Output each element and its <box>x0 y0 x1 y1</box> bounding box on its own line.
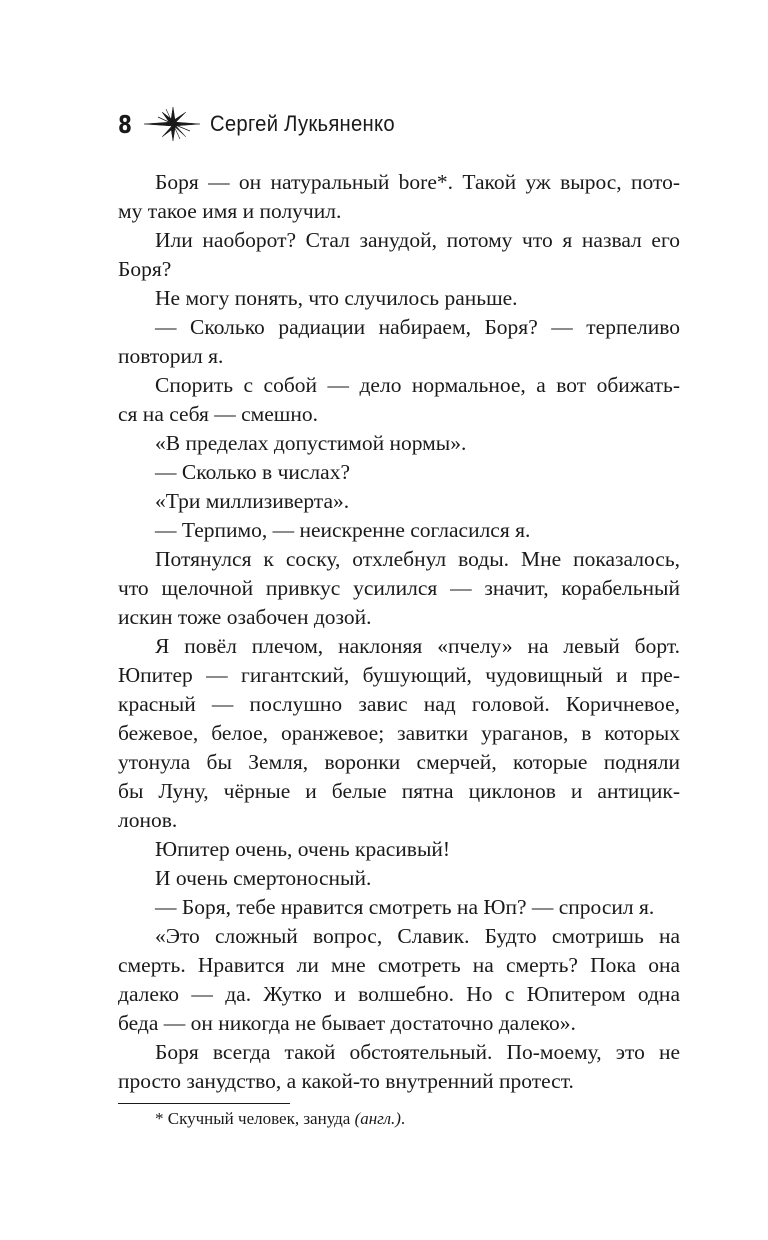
text-line: Юпитер — гигантский, бушующий, чудовищный и пре- <box>118 663 680 687</box>
text-line: беда — он никогда не бывает достаточно далеко». <box>118 1011 576 1035</box>
body-text <box>118 168 680 1096</box>
text-line: Боря всегда такой обстоятельный. По-моему, это не <box>155 1040 680 1064</box>
text-line: — Терпимо, — неискренне согласился я. <box>155 518 531 542</box>
paragraph <box>118 429 680 458</box>
text-line: ся на себя — смешно. <box>118 402 318 426</box>
text-line: му такое имя и получил. <box>118 199 342 223</box>
paragraph <box>118 893 680 922</box>
footnote-tail: . <box>400 1109 406 1128</box>
paragraph <box>118 284 680 313</box>
text-line: Потянулся к соску, отхлебнул воды. Мне показалось, <box>155 547 680 571</box>
text-line: Юпитер очень, очень красивый! <box>155 837 451 861</box>
text-line: что щелочной привкус усилился — значит, корабельный <box>118 576 680 600</box>
footnote-rule <box>118 1103 290 1104</box>
paragraph <box>118 168 680 226</box>
text-line: просто занудство, а какой-то внутренний протест. <box>118 1069 574 1093</box>
paragraph <box>118 487 680 516</box>
compass-star-icon <box>144 107 202 141</box>
paragraph <box>118 835 680 864</box>
running-header <box>118 104 411 144</box>
author-name: Сергей Лукьяненко <box>210 111 395 136</box>
text-line: искин тоже озабочен дозой. <box>118 605 372 629</box>
text-line: Боря — он натуральный bore*. Такой уж вырос, пото- <box>155 170 680 194</box>
footnote-text: * Скучный человек, зануда <box>155 1109 355 1128</box>
paragraph <box>118 864 680 893</box>
text-line: Или наоборот? Стал занудой, потому что я назвал его <box>155 228 680 252</box>
text-line: бежевое, белое, оранжевое; завитки ураганов, в которых <box>118 721 680 745</box>
paragraph <box>118 516 680 545</box>
text-line: Спорить с собой — дело нормальное, а вот обижать- <box>155 373 680 397</box>
text-line: повторил я. <box>118 344 224 368</box>
paragraph <box>118 226 680 284</box>
text-line: Боря? <box>118 257 172 281</box>
paragraph <box>118 545 680 632</box>
text-line: далеко — да. Жутко и волшебно. Но с Юпитером одна <box>118 982 680 1006</box>
page-number: 8 <box>118 109 132 139</box>
text-line: красный — послушно завис над головой. Коричневое, <box>118 692 680 716</box>
text-line: смерть. Нравится ли мне смотреть на смерть? Пока она <box>118 953 680 977</box>
paragraph <box>118 313 680 371</box>
text-line: «В пределах допустимой нормы». <box>155 431 467 455</box>
text-line: утонула бы Земля, воронки смерчей, которые подняли <box>118 750 680 774</box>
text-line: лонов. <box>118 808 178 832</box>
footnote-language: (англ.) <box>354 1109 401 1128</box>
text-line: И очень смертоносный. <box>155 866 372 890</box>
footnote <box>155 1108 405 1130</box>
paragraph <box>118 922 680 1038</box>
text-line: — Сколько радиации набираем, Боря? — терпеливо <box>155 315 680 339</box>
paragraph <box>118 1038 680 1096</box>
paragraph <box>118 632 680 835</box>
text-line: «Три миллизиверта». <box>155 489 350 513</box>
paragraph <box>118 458 680 487</box>
text-line: «Это сложный вопрос, Славик. Будто смотришь на <box>155 924 680 948</box>
text-line: бы Луну, чёрные и белые пятна циклонов и антицик- <box>118 779 680 803</box>
text-line: Не могу понять, что случилось раньше. <box>155 286 518 310</box>
text-line: Я повёл плечом, наклоняя «пчелу» на левый борт. <box>155 634 680 658</box>
paragraph <box>118 371 680 429</box>
text-line: — Сколько в числах? <box>155 460 351 484</box>
text-line: — Боря, тебе нравится смотреть на Юп? — спросил я. <box>155 895 655 919</box>
